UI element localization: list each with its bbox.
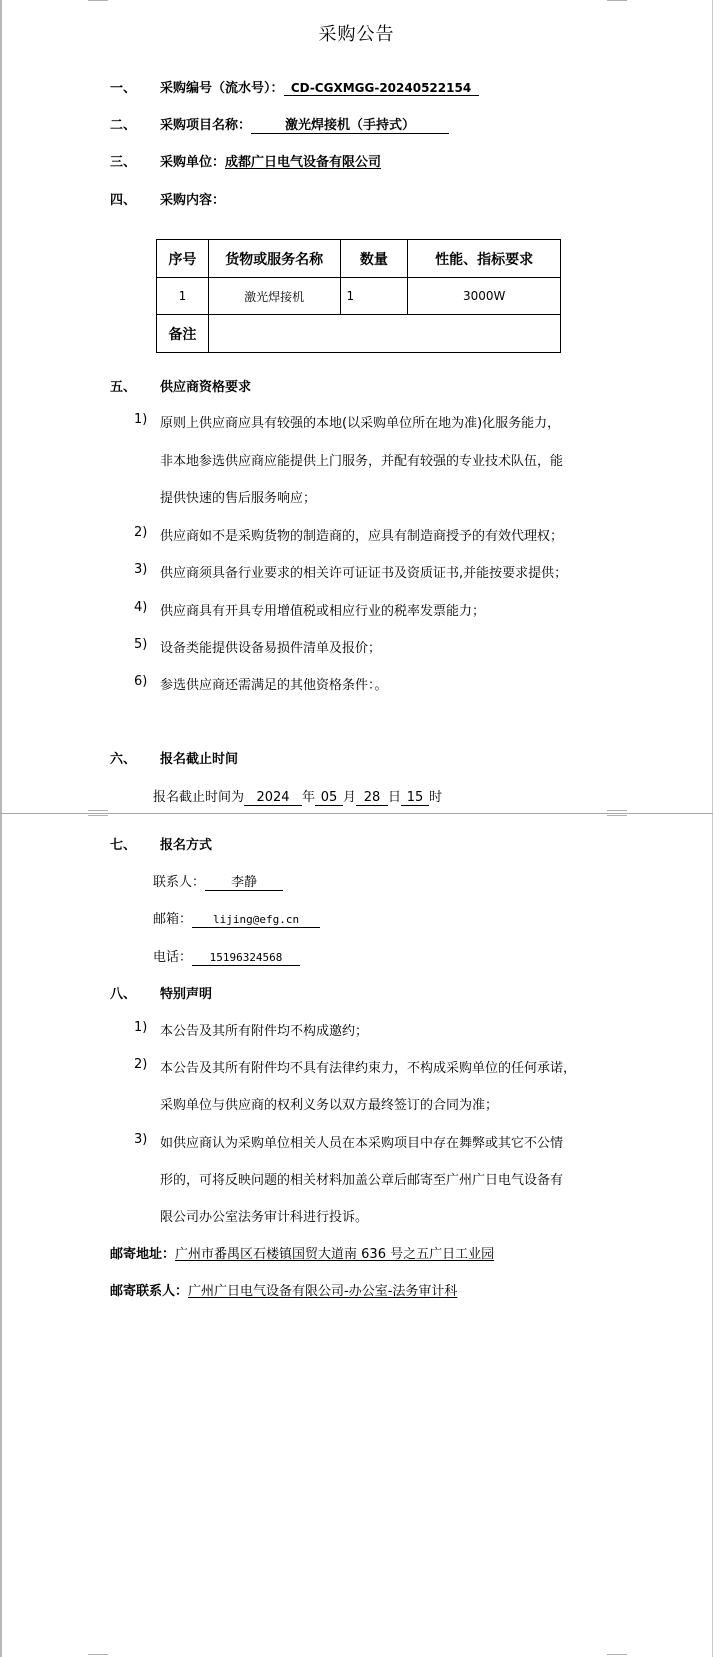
section-purchasing-unit (110, 151, 381, 170)
table-cell: 激光焊接机 (208, 278, 340, 315)
list-index: 5) (134, 637, 148, 652)
corner-mark (88, 0, 108, 1)
project-name-value: 激光焊接机（手持式） (251, 119, 449, 134)
mail-address-line (110, 1243, 494, 1262)
contact-person-line (153, 871, 283, 891)
deadline-month-unit: 月 (343, 790, 357, 805)
list-item (134, 1020, 369, 1039)
table-header-cell: 数量 (340, 240, 408, 278)
list-text: 供应商如不是采购货物的制造商的，应具有制造商授予的有效代理权； (160, 529, 564, 544)
corner-mark (88, 810, 108, 816)
mail-contact-line (110, 1280, 457, 1299)
corner-mark (607, 1654, 627, 1655)
list-item-continuation: 提供快速的售后服务响应； (160, 491, 317, 506)
deadline-day: 28 (356, 791, 388, 806)
table-header-row (157, 240, 561, 278)
deadline-hour-unit: 时 (429, 790, 443, 805)
mail-contact-label: 邮寄联系人： (110, 1284, 189, 1299)
contact-person-label: 联系人： (153, 875, 206, 890)
contact-email-line (153, 908, 320, 928)
section-label: 采购内容： (160, 193, 226, 208)
mail-contact-value: 广州广日电气设备有限公司-办公室-法务审计科 (188, 1284, 458, 1299)
table-header-cell: 序号 (157, 240, 209, 278)
list-item (134, 1132, 564, 1151)
deadline-year: 2024 (244, 791, 302, 806)
contact-phone-line (153, 946, 300, 966)
corner-mark (607, 0, 627, 1)
list-text: 如供应商认为采购单位相关人员在本采购项目中存在舞弊或其它不公情 (160, 1136, 564, 1151)
section-procurement-content (110, 189, 225, 208)
section-number: 二、 (110, 118, 137, 133)
contact-person-value: 李静 (205, 876, 283, 891)
deadline-year-unit: 年 (302, 790, 316, 805)
list-item (134, 600, 486, 619)
mail-address-label: 邮寄地址： (110, 1247, 176, 1262)
section-registration-method (110, 834, 212, 853)
list-text: 本公告及其所有附件均不构成邀约； (160, 1024, 369, 1039)
list-text: 供应商具有开具专用增值税或相应行业的税率发票能力； (160, 604, 486, 619)
table-row (157, 278, 561, 315)
contact-email-label: 邮箱： (153, 912, 193, 927)
list-text: 参选供应商还需满足的其他资格条件：。 (160, 678, 388, 693)
list-item (134, 525, 564, 544)
deadline-prefix: 报名截止时间为 (153, 790, 245, 805)
table-cell: 1 (157, 278, 209, 315)
list-item-continuation: 采购单位与供应商的权利义务以双方最终签订的合同为准； (160, 1098, 499, 1113)
list-index: 3) (134, 1132, 148, 1147)
list-item-continuation: 非本地参选供应商应能提供上门服务，并配有较强的专业技术队伍，能 (160, 454, 564, 469)
section-number: 一、 (110, 81, 137, 96)
list-index: 6) (134, 674, 148, 689)
procurement-number-value: CD-CGXMGG-20240522154 (284, 81, 479, 96)
list-text: 设备类能提供设备易损件清单及报价； (160, 641, 382, 656)
list-index: 1) (134, 412, 148, 427)
list-index: 1) (134, 1020, 148, 1035)
list-index: 4) (134, 600, 148, 615)
section-number: 三、 (110, 155, 137, 170)
section-label: 特别声明 (160, 987, 213, 1002)
corner-mark (88, 1654, 108, 1655)
list-item-continuation: 形的，可将反映问题的相关材料加盖公章后邮寄至广州广日电气设备有 (160, 1173, 564, 1188)
list-text: 供应商须具备行业要求的相关许可证证书及资质证书,并能按要求提供； (160, 566, 568, 581)
list-index: 3) (134, 562, 148, 577)
list-item (134, 1057, 577, 1076)
section-number: 七、 (110, 838, 137, 853)
list-item (134, 412, 561, 431)
document-title: 采购公告 (318, 24, 395, 45)
table-cell: 3000W (408, 278, 561, 315)
section-label: 报名方式 (160, 838, 213, 853)
contact-phone-label: 电话： (153, 950, 193, 965)
purchasing-unit-value: 成都广日电气设备有限公司 (225, 155, 382, 170)
page-left-edge (0, 0, 2, 1657)
corner-mark (607, 810, 627, 816)
deadline-hour: 15 (401, 791, 429, 806)
section-label: 供应商资格要求 (160, 380, 252, 395)
section-number: 六、 (110, 752, 137, 767)
mail-address-value: 广州市番禺区石楼镇国贸大道南 636 号之五广日工业园 (175, 1247, 495, 1262)
table-remark-label: 备注 (157, 315, 209, 353)
table-remark-value (208, 315, 560, 353)
section-procurement-number (110, 77, 479, 96)
section-number: 八、 (110, 987, 137, 1002)
table-header-cell: 性能、指标要求 (408, 240, 561, 278)
list-index: 2) (134, 1057, 148, 1072)
table-remark-row (157, 315, 561, 353)
table-cell: 1 (340, 278, 408, 315)
section-label: 采购编号（流水号）： (160, 81, 284, 96)
list-item (134, 674, 388, 693)
section-supplier-qualifications (110, 376, 251, 395)
contact-phone-value: 15196324568 (192, 951, 300, 966)
list-item (134, 562, 568, 581)
list-index: 2) (134, 525, 148, 540)
section-number: 四、 (110, 193, 137, 208)
list-text: 本公告及其所有附件均不具有法律约束力，不构成采购单位的任何承诺， (160, 1061, 577, 1076)
list-item-continuation: 限公司办公室法务审计科进行投诉。 (160, 1210, 369, 1225)
section-number: 五、 (110, 380, 137, 395)
deadline-day-unit: 日 (388, 790, 402, 805)
goods-table (156, 239, 561, 353)
contact-email-value: lijing@efg.cn (192, 913, 320, 928)
section-special-statement (110, 983, 212, 1002)
section-registration-deadline (110, 748, 238, 767)
section-label: 采购项目名称： (160, 118, 252, 133)
deadline-month: 05 (315, 791, 343, 806)
deadline-line (153, 786, 442, 806)
list-item (134, 637, 382, 656)
section-label: 采购单位： (160, 155, 226, 170)
list-text: 原则上供应商应具有较强的本地(以采购单位所在地为准)化服务能力， (160, 416, 561, 431)
table-header-cell: 货物或服务名称 (208, 240, 340, 278)
section-label: 报名截止时间 (160, 752, 239, 767)
section-project-name (110, 114, 449, 134)
